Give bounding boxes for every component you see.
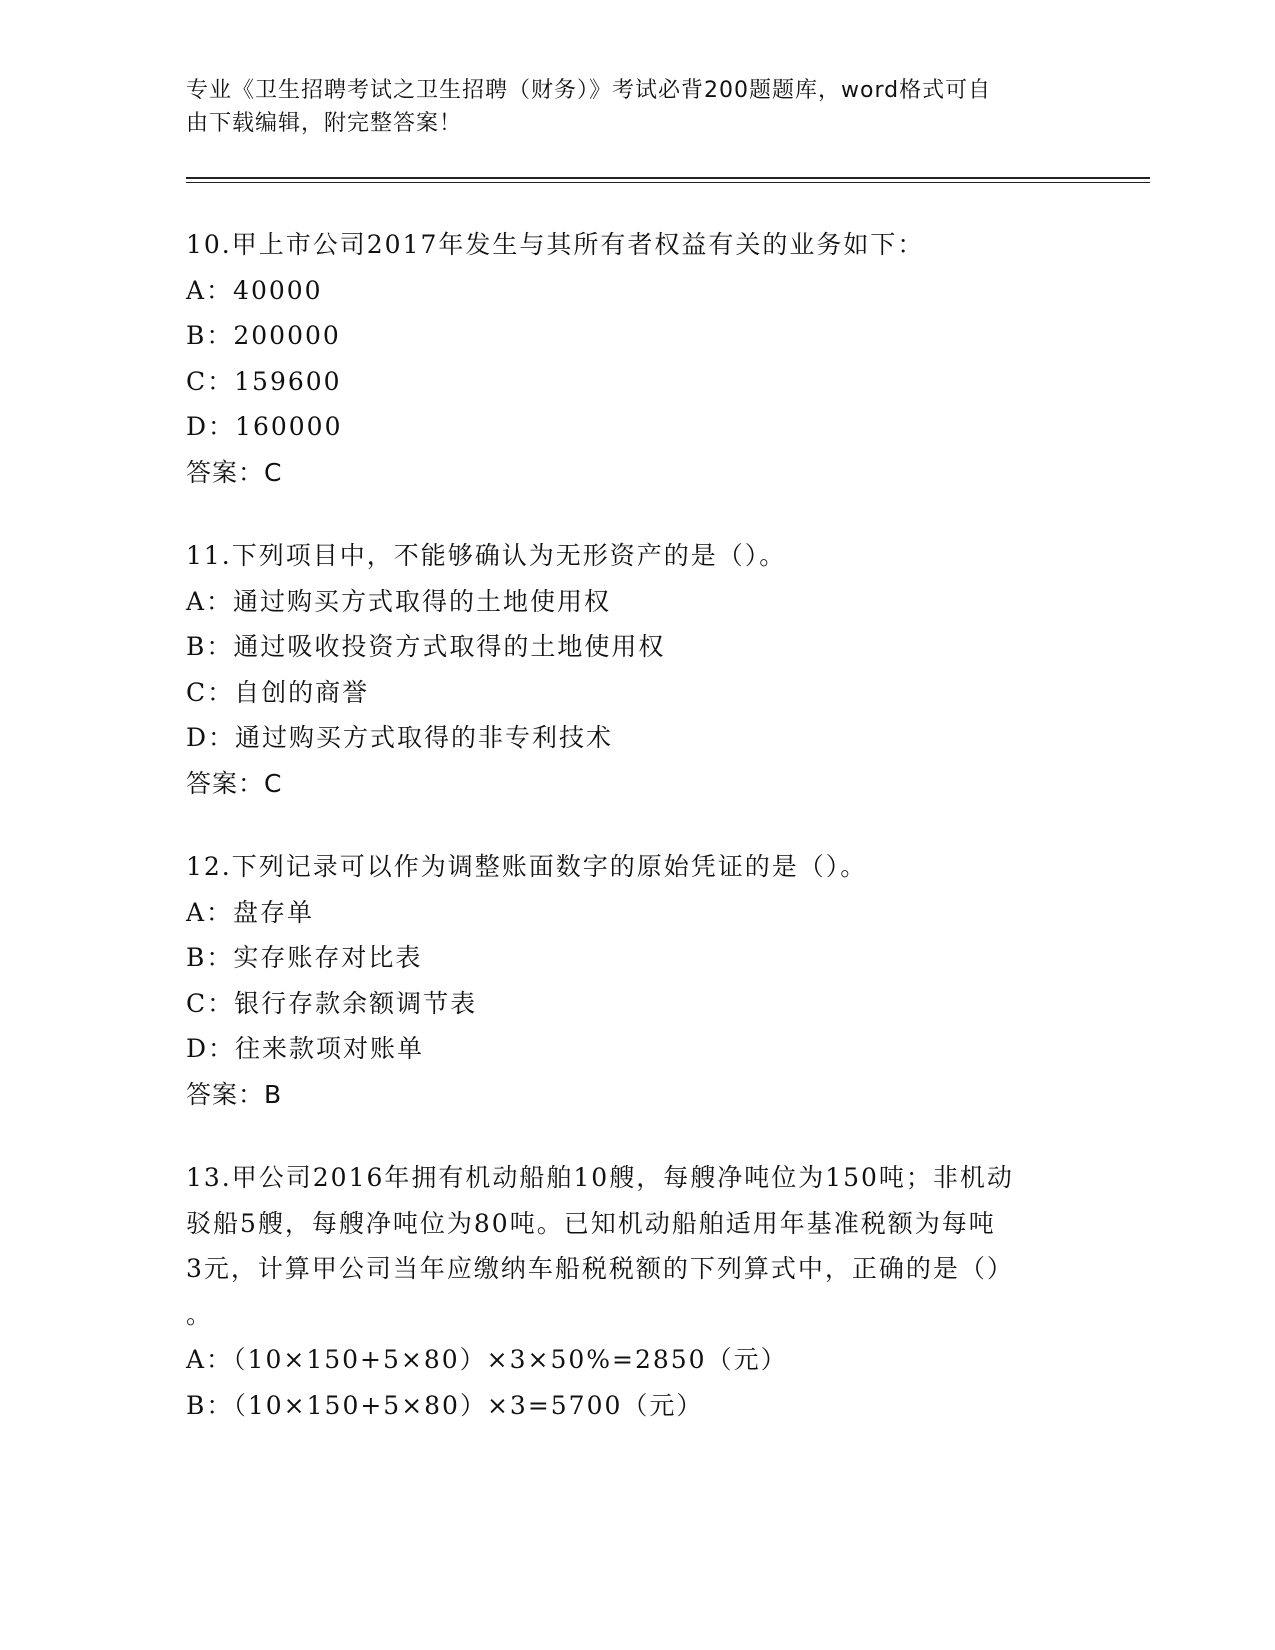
document-header	[186, 74, 1056, 140]
question-stem: 10.甲上市公司2017年发生与其所有者权益有关的业务如下：	[186, 230, 925, 259]
question-12	[186, 844, 1086, 1117]
option-a: A：（10×150+5×80）×3×50%=2850（元）	[186, 1345, 788, 1374]
question-stem-line-2: 驳船5艘，每艘净吨位为80吨。已知机动船舶适用年基准税额为每吨	[186, 1208, 996, 1238]
question-stem-line-1: 13.甲公司2016年拥有机动船舶10艘，每艘净吨位为150吨；非机动	[186, 1163, 1014, 1192]
option-c: C：银行存款余额调节表	[186, 988, 478, 1018]
option-a: A：通过购买方式取得的土地使用权	[186, 586, 612, 616]
question-10	[186, 222, 1086, 495]
question-stem: 12.下列记录可以作为调整账面数字的原始凭证的是（）。	[186, 852, 868, 881]
question-list	[186, 222, 1086, 1466]
header-line-1: 专业《卫生招聘考试之卫生招聘（财务）》考试必背200题题库，word格式可自	[186, 78, 992, 103]
question-stem-line-3: 3元，计算甲公司当年应缴纳车船税税额的下列算式中，正确的是（）	[186, 1254, 1014, 1283]
option-d: D：160000	[186, 412, 343, 441]
answer: 答案：C	[186, 768, 283, 798]
option-b: B：实存账存对比表	[186, 943, 423, 972]
header-divider-thick	[186, 177, 1150, 179]
option-b: B：通过吸收投资方式取得的土地使用权	[186, 632, 666, 661]
question-11	[186, 533, 1086, 806]
option-a: A：盘存单	[186, 897, 315, 927]
answer: 答案：C	[186, 457, 283, 487]
answer: 答案：B	[186, 1079, 283, 1109]
question-13	[186, 1155, 1086, 1428]
option-a: A：40000	[186, 275, 323, 305]
question-stem-line-4: 。	[186, 1299, 214, 1329]
option-c: C：自创的商誉	[186, 677, 370, 707]
header-divider-thin	[186, 182, 1150, 183]
option-b: B：（10×150+5×80）×3=5700（元）	[186, 1390, 704, 1420]
option-c: C：159600	[186, 366, 342, 396]
question-stem: 11.下列项目中，不能够确认为无形资产的是（）。	[186, 541, 787, 570]
option-b: B：200000	[186, 321, 341, 350]
option-d: D：往来款项对账单	[186, 1034, 425, 1063]
option-d: D：通过购买方式取得的非专利技术	[186, 723, 614, 752]
header-line-2: 由下载编辑，附完整答案！	[186, 111, 463, 136]
